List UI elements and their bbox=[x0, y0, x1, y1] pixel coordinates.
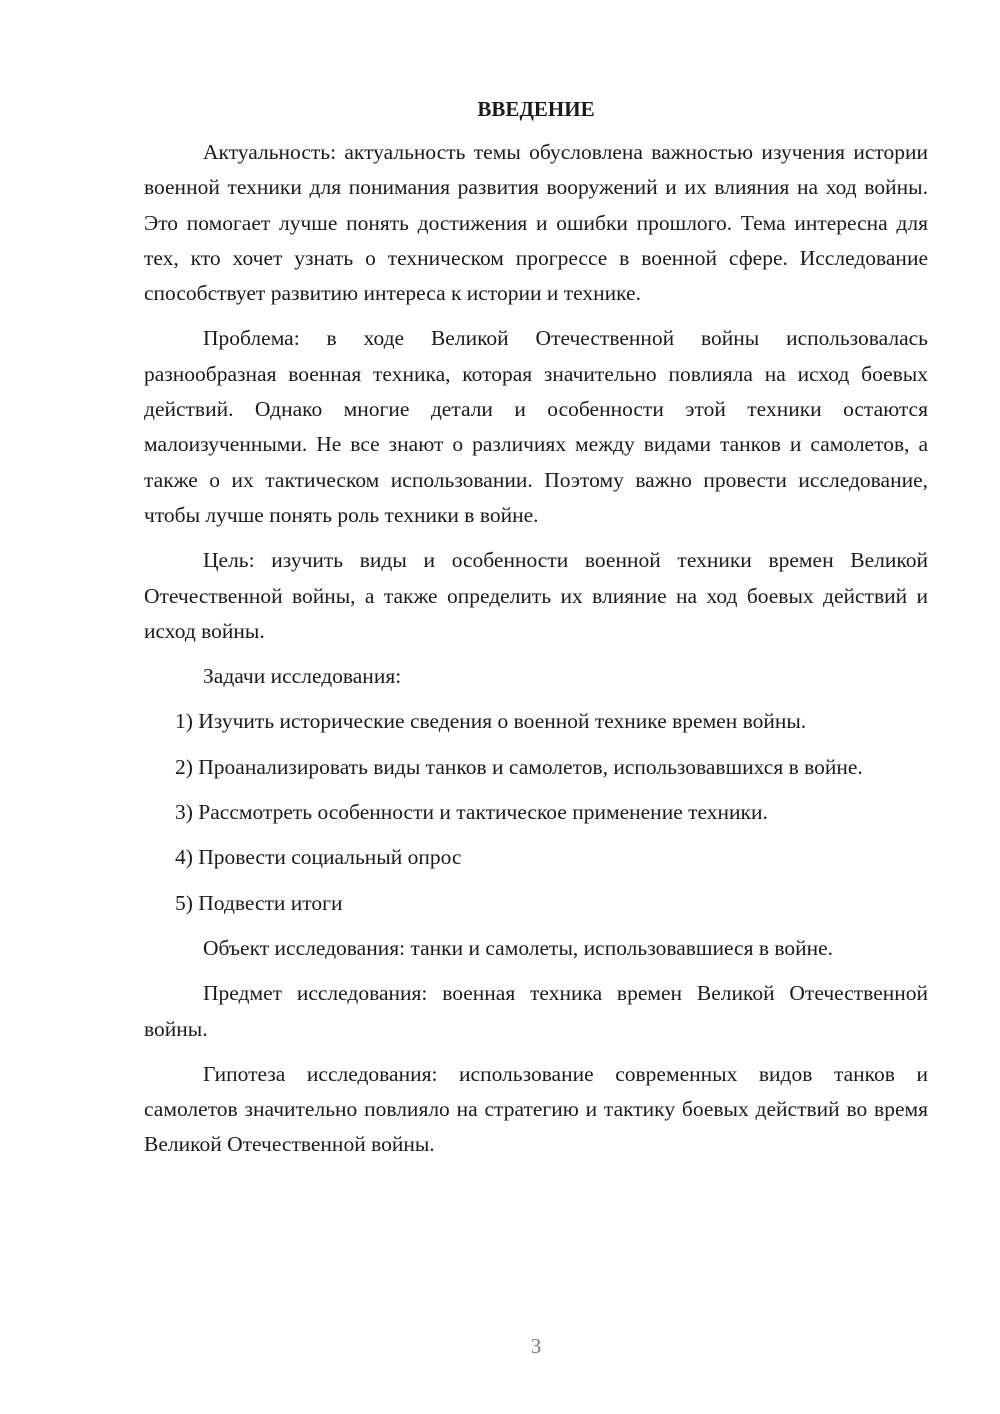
relevance-paragraph: Актуальность: актуальность темы обусловлена важностью изучения истории военной техники для понимания развития вооружений и их влияния на ход войны. Это помогает лучше понять достижения и ошибки прошлого. Тема интересна для тех, кто хочет узнать о техническом прогрессе в военной сфере. Исследование способствует развитию интереса к истории и технике. bbox=[144, 140, 928, 306]
task-item: 1) Изучить исторические сведения о военной технике времен войны. bbox=[175, 709, 807, 734]
subject-paragraph: Предмет исследования: военная техника времен Великой Отечественной войны. bbox=[144, 981, 928, 1041]
tasks-heading: Задачи исследования: bbox=[203, 664, 402, 689]
hypothesis-paragraph: Гипотеза исследования: использование современных видов танков и самолетов значительно повлияло на стратегию и тактику боевых действий во время Великой Отечественной войны. bbox=[144, 1061, 928, 1157]
task-item: 4) Провести социальный опрос bbox=[175, 845, 462, 870]
task-item: 2) Проанализировать виды танков и самолетов, использовавшихся в войне. bbox=[175, 754, 863, 779]
problem-paragraph: Проблема: в ходе Великой Отечественной войны использовалась разнообразная военная техника, которая значительно повлияла на исход боевых действий. Однако многие детали и особенности этой техники остаются малоизученными. Не все знают о различиях между видами танков и самолетов, а также о их тактическом использовании. Поэтому важно провести исследование, чтобы лучше понять роль техники в войне. bbox=[144, 326, 928, 527]
object-paragraph: Объект исследования: танки и самолеты, использовавшиеся в войне. bbox=[203, 935, 834, 960]
goal-paragraph: Цель: изучить виды и особенности военной техники времен Великой Отечественной войны, а также определить их влияние на ход боевых действий и исход войны. bbox=[144, 548, 928, 643]
section-title: ВВЕДЕНИЕ bbox=[477, 97, 595, 121]
document-page bbox=[144, 92, 928, 1173]
task-item: 3) Рассмотреть особенности и тактическое применение техники. bbox=[175, 800, 768, 825]
task-item: 5) Подвести итоги bbox=[175, 890, 343, 915]
page-number: 3 bbox=[530, 1334, 542, 1358]
